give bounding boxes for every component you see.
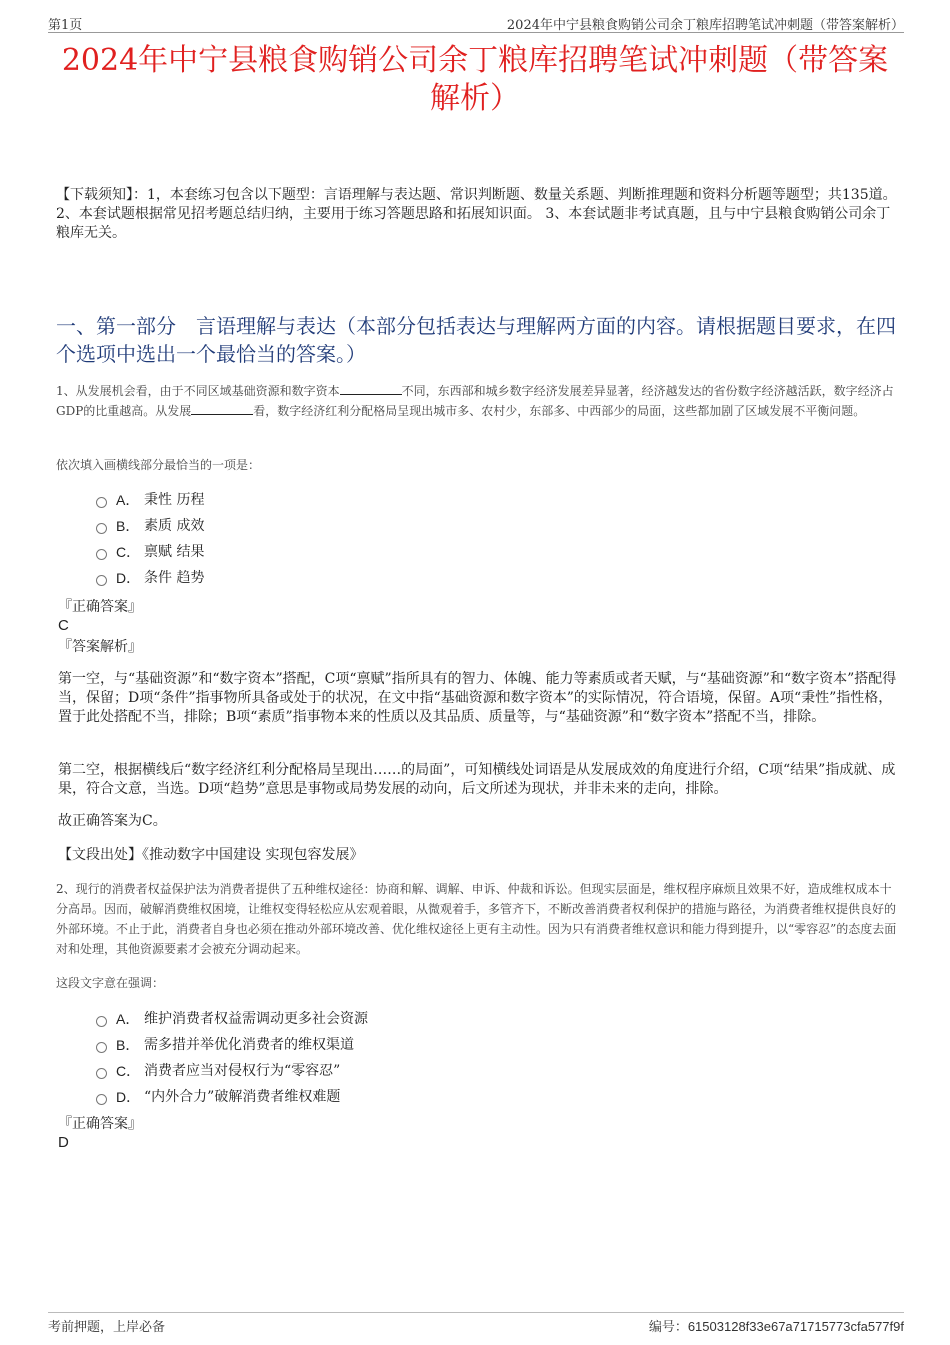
- option-text: 维护消费者权益需调动更多社会资源: [144, 1011, 368, 1027]
- analysis-label: 『答案解析』: [58, 639, 142, 655]
- footer-code: [649, 1316, 904, 1335]
- option-text: 素质 成效: [144, 518, 205, 534]
- radio-icon[interactable]: [96, 523, 107, 534]
- option-text: 禀赋 结果: [144, 544, 205, 560]
- option-letter: A．: [116, 492, 140, 508]
- radio-icon[interactable]: [96, 1068, 107, 1079]
- option-letter: D．: [116, 570, 141, 586]
- footer-slogan: 考前押题，上岸必备: [48, 1320, 166, 1335]
- source-citation: 【文段出处】《推动数字中国建设 实现包容发展》: [58, 847, 364, 863]
- code-label: 编号：: [648, 1320, 688, 1335]
- option-text: 需多措并举优化消费者的维权渠道: [144, 1037, 354, 1053]
- page-number: 第1页: [48, 18, 83, 33]
- question-1-stem: [56, 381, 898, 421]
- radio-icon[interactable]: [96, 549, 107, 560]
- option-letter: C．: [116, 544, 141, 560]
- option-letter: B．: [116, 1037, 140, 1053]
- radio-icon[interactable]: [96, 1016, 107, 1027]
- option-letter: A．: [116, 1011, 140, 1027]
- radio-icon[interactable]: [96, 1042, 107, 1053]
- question-2-prompt: 这段文字意在强调：: [56, 976, 165, 990]
- analysis-paragraph-1: 第一空，与“基础资源”和“数字资本”搭配，C项“禀赋”指所具有的智力、体魄、能力等素质或者天赋，与“基础资源”和“数字资本”搭配得当，保留；D项“条件”指事物所具备或处于的状况，在文中指“基础资源和数字资本”的实际情况，符合语境，保留。A项“秉性”指性格，置于此处搭配不当，排除；B项“素质”指事物本来的性质以及其品质、质量等，与“基础资源”和“数字资本”搭配不当，排除。: [58, 671, 897, 725]
- option-text: “内外合力”破解消费者维权难题: [144, 1089, 341, 1105]
- answer-label: 『正确答案』: [58, 599, 142, 615]
- analysis-paragraph-2: 第二空，根据横线后“数字经济红利分配格局呈现出……的局面”，可知横线处词语是从发展成效的角度进行介绍，C项“结果”指成就、成果，符合文意，当选。D项“趋势”意思是事物或局势发展的动向，后文所述为现状，并非未来的走向，排除。: [58, 762, 896, 797]
- option-text: 秉性 历程: [144, 492, 205, 508]
- analysis-conclusion: 故正确答案为C。: [58, 813, 167, 829]
- fill-blank: [191, 402, 253, 415]
- radio-icon[interactable]: [96, 575, 107, 586]
- option-letter: D．: [116, 1089, 141, 1105]
- page-footer: [48, 1312, 904, 1333]
- correct-answer: D: [58, 1134, 69, 1151]
- code-value: 61503128f33e67a71715773cfa577f9f: [687, 1319, 904, 1334]
- option-letter: C．: [116, 1063, 141, 1079]
- question-1-stem-part3: 看，数字经济红利分配格局呈现出城市多、农村少，东部多、中西部少的局面，这些都加剧了区域发展不平衡问题。: [253, 404, 866, 418]
- answer-label: 『正确答案』: [58, 1116, 142, 1132]
- option-letter: B．: [116, 518, 140, 534]
- question-2-stem: 2、现行的消费者权益保护法为消费者提供了五种维权途径：协商和解、调解、申诉、仲裁和诉讼。但现实层面是，维权程序麻烦且效果不好，造成维权成本十分高昂。因而，破解消费维权困境，让维权变得轻松应从宏观着眼，从微观着手，多管齐下，不断改善消费者权利保护的措施与路径，为消费者维权提供良好的外部环境。不止于此，消费者自身也必须在推动外部环境改善、优化维权途径上更有主动性。因为只有消费者维权意识和能力得到提升，以“零容忍”的态度去面对和处理，其他资源要素才会被充分调动起来。: [56, 882, 897, 956]
- section-heading: 一、第一部分 言语理解与表达（本部分包括表达与理解两方面的内容。请根据题目要求，在四个选项中选出一个最恰当的答案。）: [56, 314, 896, 366]
- download-notice: 【下载须知】：1，本套练习包含以下题型：言语理解与表达题、常识判断题、数量关系题、判断推理题和资料分析题等题型；共135道。 2、本套试题根据常见招考题总结归纳，主要用于练习答题思路和拓展知识面。 3、本套试题非考试真题，且与中宁县粮食购销公司余丁粮库无关。: [56, 187, 897, 241]
- page-title: 2024年中宁县粮食购销公司余丁粮库招聘笔试冲刺题（带答案解析）: [61, 43, 889, 116]
- fill-blank: [340, 382, 402, 395]
- page-header: [48, 14, 904, 33]
- correct-answer: C: [58, 617, 69, 634]
- option-text: 消费者应当对侵权行为“零容忍”: [144, 1063, 341, 1079]
- header-doc-title: 2024年中宁县粮食购销公司余丁粮库招聘笔试冲刺题（带答案解析）: [506, 18, 904, 33]
- radio-icon[interactable]: [96, 1094, 107, 1105]
- question-1-stem-part1: 1、从发展机会看，由于不同区域基础资源和数字资本: [56, 384, 340, 398]
- question-1-stem-part2: 不同，东西部和城乡数字经济发展差异显著，经济越发达的省份数字经济越活跃，数字经济占GDP的比重越高。从发展: [56, 384, 894, 418]
- radio-icon[interactable]: [96, 497, 107, 508]
- option-text: 条件 趋势: [144, 570, 205, 586]
- question-1-prompt: 依次填入画横线部分最恰当的一项是：: [56, 458, 261, 472]
